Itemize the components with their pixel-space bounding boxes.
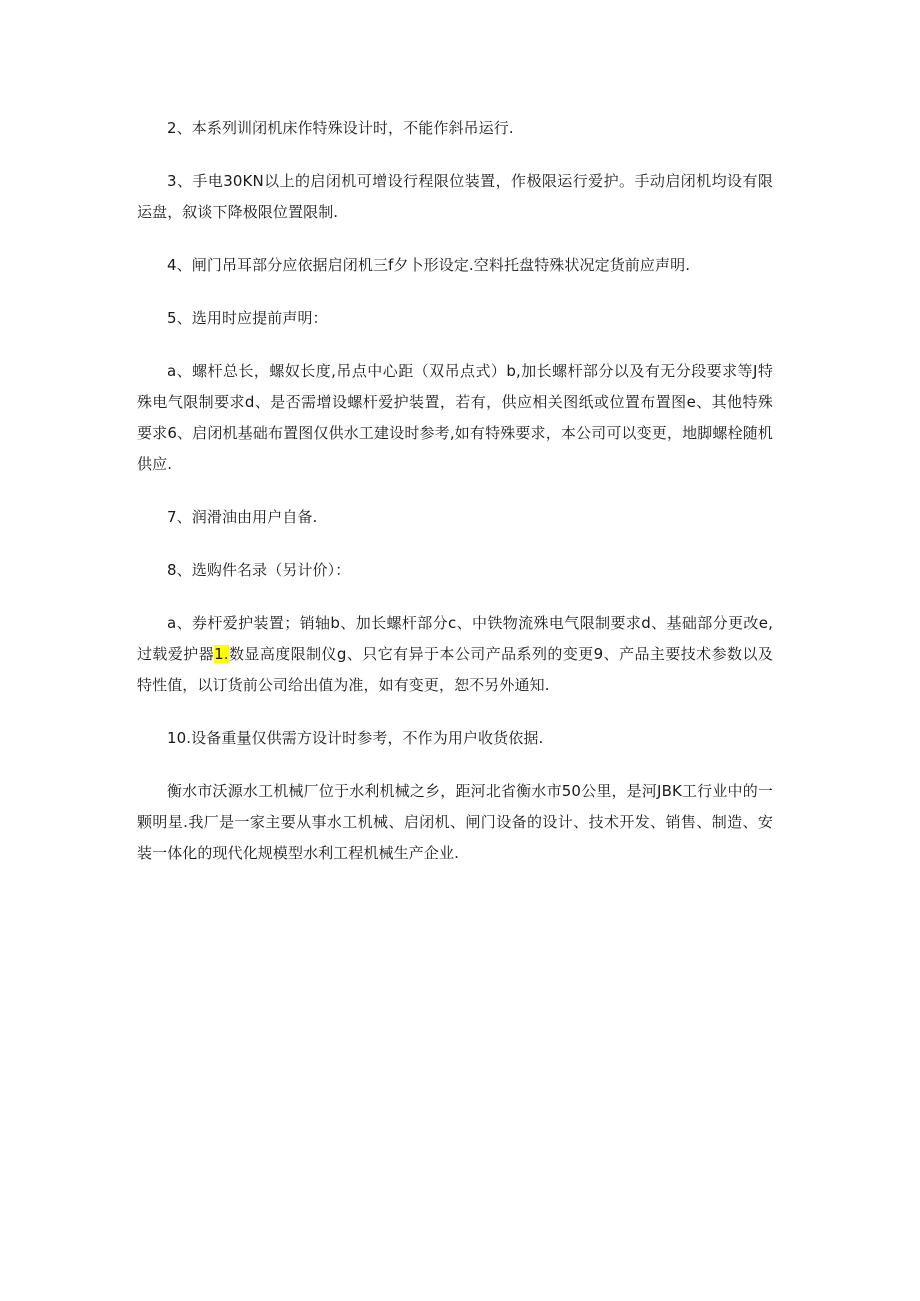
paragraph-8-text-before: a、券杆爱护装置；销轴b、加长螺杆部分c、中铁物流殊电气限制要求d、基础部分更改e,过载爱护器 — [137, 614, 773, 663]
paragraph-3: 3、手电30KN以上的启闭机可增设行程限位装置，作极限运行爱护。手动启闭机均设有限运盘，叙谈下降极限位置限制. — [137, 172, 773, 221]
paragraph-5: 5、选用时应提前声明： — [167, 309, 328, 327]
paragraph-4: 4、闸门吊耳部分应依据启闭机三f夕卜形设定.空料托盘特殊状况定货前应声明. — [167, 256, 691, 274]
paragraph-8-text-after: 数显高度限制仪g、只它有异于本公司产品系列的变更9、产品主要技术参数以及特性值，以订货前公司给出值为准，如有变更，恕不另外通知. — [137, 645, 773, 694]
document-body — [137, 113, 773, 891]
paragraph-5-details: a、螺杆总长，螺奴长度,吊点中心距（双吊点式）b,加长螺杆部分以及有无分段要求等J特殊电气限制要求d、是否需增设螺杆爱护装置，若有，供应相关图纸或位置布置图e、其他特殊要求6、启闭机基础布置图仅供水工建设时参考,如有特殊要求，本公司可以变更，地脚螺栓随机供应. — [137, 362, 773, 473]
highlighted-text: 1. — [214, 645, 229, 663]
paragraph-2: 2、本系列训闭机床作特殊设计时，不能作斜吊运行. — [167, 119, 514, 137]
paragraph-7: 7、润滑油由用户自备. — [167, 508, 318, 526]
paragraph-8: 8、选购件名录（另计价）： — [167, 561, 351, 579]
paragraph-10: 10.设备重量仅供需方设计时参考，不作为用户收货依据. — [167, 729, 544, 747]
company-intro-paragraph: 衡水市沃源水工机械厂位于水利机械之乡，距河北省衡水市50公里，是河JBK工行业中的一颗明星.我厂是一家主要从事水工机械、启闭机、闸门设备的设计、技术开发、销售、制造、安装一体化的现代化规模型水利工程机械生产企业. — [137, 782, 773, 862]
paragraph-8-details — [137, 608, 773, 701]
